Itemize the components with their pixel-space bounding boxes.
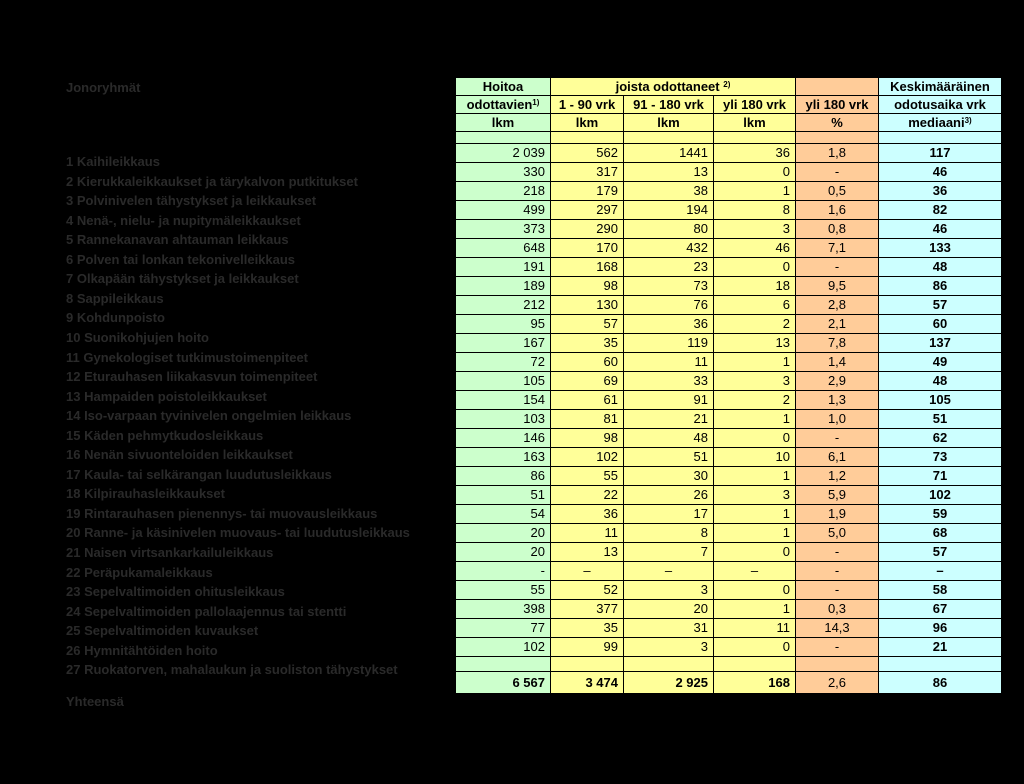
row-label: 13 Hampaiden poistoleikkaukset xyxy=(66,388,267,404)
table-row xyxy=(456,334,1002,353)
header-row-3 xyxy=(456,114,1002,132)
cell-pct: - xyxy=(796,562,879,581)
row-label: 17 Kaula- tai selkärangan luudutusleikkaus xyxy=(66,466,332,482)
table-row xyxy=(456,486,1002,505)
header-sub1-line1: 1 - 90 vrk xyxy=(558,96,616,112)
cell-c: 2 xyxy=(714,315,796,334)
cell-a: 130 xyxy=(551,296,624,315)
table-row xyxy=(456,600,1002,619)
cell-c: 3 xyxy=(714,486,796,505)
cell-a: 562 xyxy=(551,144,624,163)
header-pct-line1: yli 180 vrk xyxy=(805,96,869,112)
cell-median: – xyxy=(879,562,1002,581)
row-label: 22 Peräpukamaleikkaus xyxy=(66,564,213,580)
table-row xyxy=(456,315,1002,334)
table-row xyxy=(456,201,1002,220)
cell-median: 68 xyxy=(879,524,1002,543)
cell-a: 102 xyxy=(551,448,624,467)
waiting-times-table xyxy=(455,77,1002,694)
cell-median: 137 xyxy=(879,334,1002,353)
cell-total: 105 xyxy=(456,372,551,391)
cell-a: 168 xyxy=(551,258,624,277)
row-label: 9 Kohdunpoisto xyxy=(66,310,165,326)
cell-a: 317 xyxy=(551,163,624,182)
cell-a: 377 xyxy=(551,600,624,619)
cell-c: 0 xyxy=(714,258,796,277)
cell-total: 189 xyxy=(456,277,551,296)
cell-c: 11 xyxy=(714,619,796,638)
cell-a: 35 xyxy=(551,334,624,353)
cell-total: 20 xyxy=(456,543,551,562)
table-row xyxy=(456,144,1002,163)
cell-total: 499 xyxy=(456,201,551,220)
row-label: 11 Gynekologiset tutkimustoimenpiteet xyxy=(66,349,308,365)
cell-c: 36 xyxy=(714,144,796,163)
cell-a: 22 xyxy=(551,486,624,505)
row-label: 24 Sepelvaltimoiden pallolaajennus tai stentti xyxy=(66,603,347,619)
cell-c: 13 xyxy=(714,334,796,353)
cell-total: 102 xyxy=(456,638,551,657)
totals-row xyxy=(456,672,1002,694)
cell-median: 57 xyxy=(879,296,1002,315)
cell-c: 0 xyxy=(714,638,796,657)
cell-pct: 2,9 xyxy=(796,372,879,391)
header-col1-line2: odottavien xyxy=(466,96,533,112)
table-row xyxy=(456,239,1002,258)
cell-pct: 1,0 xyxy=(796,410,879,429)
cell-a: 36 xyxy=(551,505,624,524)
cell-pct: 14,3 xyxy=(796,619,879,638)
row-label: 23 Sepelvaltimoiden ohitusleikkaus xyxy=(66,584,285,600)
cell-median: 46 xyxy=(879,220,1002,239)
cell-median: 73 xyxy=(879,448,1002,467)
cell-b: 33 xyxy=(624,372,714,391)
cell-pct: 0,3 xyxy=(796,600,879,619)
cell-c: 1 xyxy=(714,524,796,543)
cell-c: 1 xyxy=(714,505,796,524)
cell-c: 1 xyxy=(714,467,796,486)
row-label: 2 Kierukkaleikkaukset ja tärykalvon putkitukset xyxy=(66,173,358,189)
cell-c: 1 xyxy=(714,182,796,201)
row-label: 19 Rintarauhasen pienennys- tai muovausleikkaus xyxy=(66,505,378,521)
cell-total: 95 xyxy=(456,315,551,334)
table-row xyxy=(456,581,1002,600)
table-row xyxy=(456,448,1002,467)
total-cell-median: 86 xyxy=(879,672,1002,694)
total-cell-b: 2 925 xyxy=(624,672,714,694)
cell-c: 0 xyxy=(714,581,796,600)
row-label: 18 Kilpirauhasleikkaukset xyxy=(66,486,225,502)
header-col1-sup: 1) xyxy=(532,97,540,107)
header-sub3-line2: lkm xyxy=(743,114,766,130)
cell-pct: 5,0 xyxy=(796,524,879,543)
cell-total: - xyxy=(456,562,551,581)
cell-a: – xyxy=(551,562,624,581)
cell-c: 3 xyxy=(714,220,796,239)
cell-total: 373 xyxy=(456,220,551,239)
cell-b: 30 xyxy=(624,467,714,486)
table-row xyxy=(456,429,1002,448)
table-row xyxy=(456,372,1002,391)
cell-pct: - xyxy=(796,543,879,562)
header-median-line2: odotusaika vrk xyxy=(894,96,986,112)
table-row xyxy=(456,505,1002,524)
cell-median: 48 xyxy=(879,258,1002,277)
cell-c: 0 xyxy=(714,429,796,448)
cell-pct: - xyxy=(796,163,879,182)
cell-pct: - xyxy=(796,258,879,277)
cell-total: 86 xyxy=(456,467,551,486)
table-row xyxy=(456,182,1002,201)
cell-median: 62 xyxy=(879,429,1002,448)
header-median-line3: mediaani xyxy=(908,114,965,130)
cell-b: 3 xyxy=(624,638,714,657)
cell-median: 133 xyxy=(879,239,1002,258)
table-title: Jonoryhmät xyxy=(66,80,141,95)
table-row xyxy=(456,410,1002,429)
header-group-sup: 2) xyxy=(723,79,731,89)
total-cell-pct: 2,6 xyxy=(796,672,879,694)
total-cell-c: 168 xyxy=(714,672,796,694)
total-cell-total: 6 567 xyxy=(456,672,551,694)
cell-total: 2 039 xyxy=(456,144,551,163)
cell-c: 0 xyxy=(714,163,796,182)
header-col1-line3: lkm xyxy=(491,114,515,130)
cell-pct: 1,6 xyxy=(796,201,879,220)
cell-total: 398 xyxy=(456,600,551,619)
row-label: 27 Ruokatorven, mahalaukun ja suoliston tähystykset xyxy=(66,662,398,678)
cell-total: 51 xyxy=(456,486,551,505)
row-label: 20 Ranne- ja käsinivelen muovaus- tai luudutusleikkaus xyxy=(66,525,410,541)
row-label: 5 Rannekanavan ahtauman leikkaus xyxy=(66,232,289,248)
cell-b: 11 xyxy=(624,353,714,372)
cell-total: 167 xyxy=(456,334,551,353)
cell-median: 59 xyxy=(879,505,1002,524)
cell-b: 7 xyxy=(624,543,714,562)
row-label: 8 Sappileikkaus xyxy=(66,290,164,306)
cell-pct: 6,1 xyxy=(796,448,879,467)
cell-a: 297 xyxy=(551,201,624,220)
cell-a: 55 xyxy=(551,467,624,486)
cell-a: 99 xyxy=(551,638,624,657)
cell-total: 146 xyxy=(456,429,551,448)
row-label: 6 Polven tai lonkan tekonivelleikkaus xyxy=(66,251,296,267)
header-median-sup: 3) xyxy=(964,115,972,125)
row-label: 3 Polvinivelen tähystykset ja leikkaukset xyxy=(66,193,317,209)
table-row xyxy=(456,220,1002,239)
table-row xyxy=(456,277,1002,296)
cell-a: 98 xyxy=(551,277,624,296)
table-row xyxy=(456,562,1002,581)
table-row xyxy=(456,543,1002,562)
cell-a: 290 xyxy=(551,220,624,239)
cell-c: – xyxy=(714,562,796,581)
cell-pct: - xyxy=(796,581,879,600)
cell-c: 6 xyxy=(714,296,796,315)
cell-total: 55 xyxy=(456,581,551,600)
cell-pct: 7,1 xyxy=(796,239,879,258)
cell-b: 38 xyxy=(624,182,714,201)
row-label: 16 Nenän sivuonteloiden leikkaukset xyxy=(66,447,293,463)
row-label: 4 Nenä-, nielu- ja nupitymäleikkaukset xyxy=(66,212,301,228)
cell-median: 48 xyxy=(879,372,1002,391)
cell-total: 103 xyxy=(456,410,551,429)
cell-median: 51 xyxy=(879,410,1002,429)
cell-median: 49 xyxy=(879,353,1002,372)
cell-total: 191 xyxy=(456,258,551,277)
cell-b: 8 xyxy=(624,524,714,543)
header-sub2-line2: lkm xyxy=(657,114,680,130)
header-row-2 xyxy=(456,96,1002,114)
cell-pct: 2,8 xyxy=(796,296,879,315)
cell-total: 212 xyxy=(456,296,551,315)
row-label: 14 Iso-varpaan tyvinivelen ongelmien leikkaus xyxy=(66,408,352,424)
spacer-row xyxy=(456,132,1002,144)
row-label: 26 Hymnitähtöiden hoito xyxy=(66,642,218,658)
cell-pct: 9,5 xyxy=(796,277,879,296)
cell-a: 11 xyxy=(551,524,624,543)
cell-b: 91 xyxy=(624,391,714,410)
cell-c: 3 xyxy=(714,372,796,391)
total-cell-a: 3 474 xyxy=(551,672,624,694)
cell-a: 13 xyxy=(551,543,624,562)
cell-pct: 0,8 xyxy=(796,220,879,239)
cell-b: 26 xyxy=(624,486,714,505)
cell-total: 77 xyxy=(456,619,551,638)
cell-b: 48 xyxy=(624,429,714,448)
table-row xyxy=(456,467,1002,486)
table-row xyxy=(456,524,1002,543)
cell-median: 21 xyxy=(879,638,1002,657)
cell-median: 105 xyxy=(879,391,1002,410)
cell-b: 17 xyxy=(624,505,714,524)
cell-pct: 1,9 xyxy=(796,505,879,524)
cell-median: 36 xyxy=(879,182,1002,201)
cell-median: 86 xyxy=(879,277,1002,296)
table-row xyxy=(456,391,1002,410)
cell-pct: - xyxy=(796,638,879,657)
cell-total: 54 xyxy=(456,505,551,524)
header-col1-line1: Hoitoa xyxy=(482,78,524,94)
cell-c: 10 xyxy=(714,448,796,467)
cell-total: 218 xyxy=(456,182,551,201)
cell-pct: 0,5 xyxy=(796,182,879,201)
cell-c: 1 xyxy=(714,410,796,429)
cell-total: 20 xyxy=(456,524,551,543)
cell-median: 60 xyxy=(879,315,1002,334)
cell-b: 31 xyxy=(624,619,714,638)
cell-pct: - xyxy=(796,429,879,448)
cell-b: 194 xyxy=(624,201,714,220)
cell-c: 1 xyxy=(714,353,796,372)
cell-c: 1 xyxy=(714,600,796,619)
table-row xyxy=(456,163,1002,182)
cell-total: 154 xyxy=(456,391,551,410)
header-sub1-line2: lkm xyxy=(575,114,599,130)
header-group: joista odottaneet xyxy=(615,78,720,94)
cell-b: 119 xyxy=(624,334,714,353)
cell-b: 51 xyxy=(624,448,714,467)
cell-a: 61 xyxy=(551,391,624,410)
cell-pct: 1,8 xyxy=(796,144,879,163)
header-sub2-line1: 91 - 180 vrk xyxy=(633,96,704,112)
cell-median: 102 xyxy=(879,486,1002,505)
cell-median: 46 xyxy=(879,163,1002,182)
cell-pct: 1,2 xyxy=(796,467,879,486)
cell-c: 0 xyxy=(714,543,796,562)
cell-a: 179 xyxy=(551,182,624,201)
cell-c: 46 xyxy=(714,239,796,258)
cell-b: 1441 xyxy=(624,144,714,163)
cell-median: 117 xyxy=(879,144,1002,163)
table-row xyxy=(456,296,1002,315)
totals-label: Yhteensä xyxy=(66,694,124,709)
table-row xyxy=(456,258,1002,277)
cell-a: 170 xyxy=(551,239,624,258)
cell-total: 72 xyxy=(456,353,551,372)
cell-b: 13 xyxy=(624,163,714,182)
cell-b: 73 xyxy=(624,277,714,296)
cell-b: 20 xyxy=(624,600,714,619)
table-row xyxy=(456,353,1002,372)
row-label: 10 Suonikohjujen hoito xyxy=(66,329,209,345)
cell-pct: 1,3 xyxy=(796,391,879,410)
cell-b: 21 xyxy=(624,410,714,429)
cell-a: 57 xyxy=(551,315,624,334)
cell-pct: 7,8 xyxy=(796,334,879,353)
table-row xyxy=(456,619,1002,638)
cell-c: 8 xyxy=(714,201,796,220)
row-label: 12 Eturauhasen liikakasvun toimenpiteet xyxy=(66,369,318,385)
cell-median: 67 xyxy=(879,600,1002,619)
cell-total: 330 xyxy=(456,163,551,182)
row-label: 25 Sepelvaltimoiden kuvaukset xyxy=(66,623,259,639)
cell-b: 23 xyxy=(624,258,714,277)
cell-median: 71 xyxy=(879,467,1002,486)
cell-median: 96 xyxy=(879,619,1002,638)
cell-c: 18 xyxy=(714,277,796,296)
cell-b: 80 xyxy=(624,220,714,239)
table-row xyxy=(456,638,1002,657)
cell-total: 163 xyxy=(456,448,551,467)
cell-pct: 5,9 xyxy=(796,486,879,505)
header-pct-line2: % xyxy=(831,114,843,130)
cell-b: 76 xyxy=(624,296,714,315)
cell-a: 52 xyxy=(551,581,624,600)
cell-a: 69 xyxy=(551,372,624,391)
cell-median: 82 xyxy=(879,201,1002,220)
cell-pct: 1,4 xyxy=(796,353,879,372)
cell-a: 81 xyxy=(551,410,624,429)
cell-b: 3 xyxy=(624,581,714,600)
cell-median: 58 xyxy=(879,581,1002,600)
cell-b: – xyxy=(624,562,714,581)
gap-row xyxy=(456,657,1002,672)
cell-a: 35 xyxy=(551,619,624,638)
cell-a: 60 xyxy=(551,353,624,372)
row-label: 15 Käden pehmytkudosleikkaus xyxy=(66,427,264,443)
header-row-1 xyxy=(456,78,1002,96)
row-label: 1 Kaihileikkaus xyxy=(66,154,160,169)
cell-pct: 2,1 xyxy=(796,315,879,334)
cell-b: 432 xyxy=(624,239,714,258)
row-label: 7 Olkapään tähystykset ja leikkaukset xyxy=(66,271,299,287)
cell-c: 2 xyxy=(714,391,796,410)
cell-median: 57 xyxy=(879,543,1002,562)
row-label: 21 Naisen virtsankarkailuleikkaus xyxy=(66,545,274,560)
cell-a: 98 xyxy=(551,429,624,448)
header-sub3-line1: yli 180 vrk xyxy=(723,96,786,112)
header-median-line1: Keskimääräinen xyxy=(890,78,990,94)
cell-total: 648 xyxy=(456,239,551,258)
cell-b: 36 xyxy=(624,315,714,334)
